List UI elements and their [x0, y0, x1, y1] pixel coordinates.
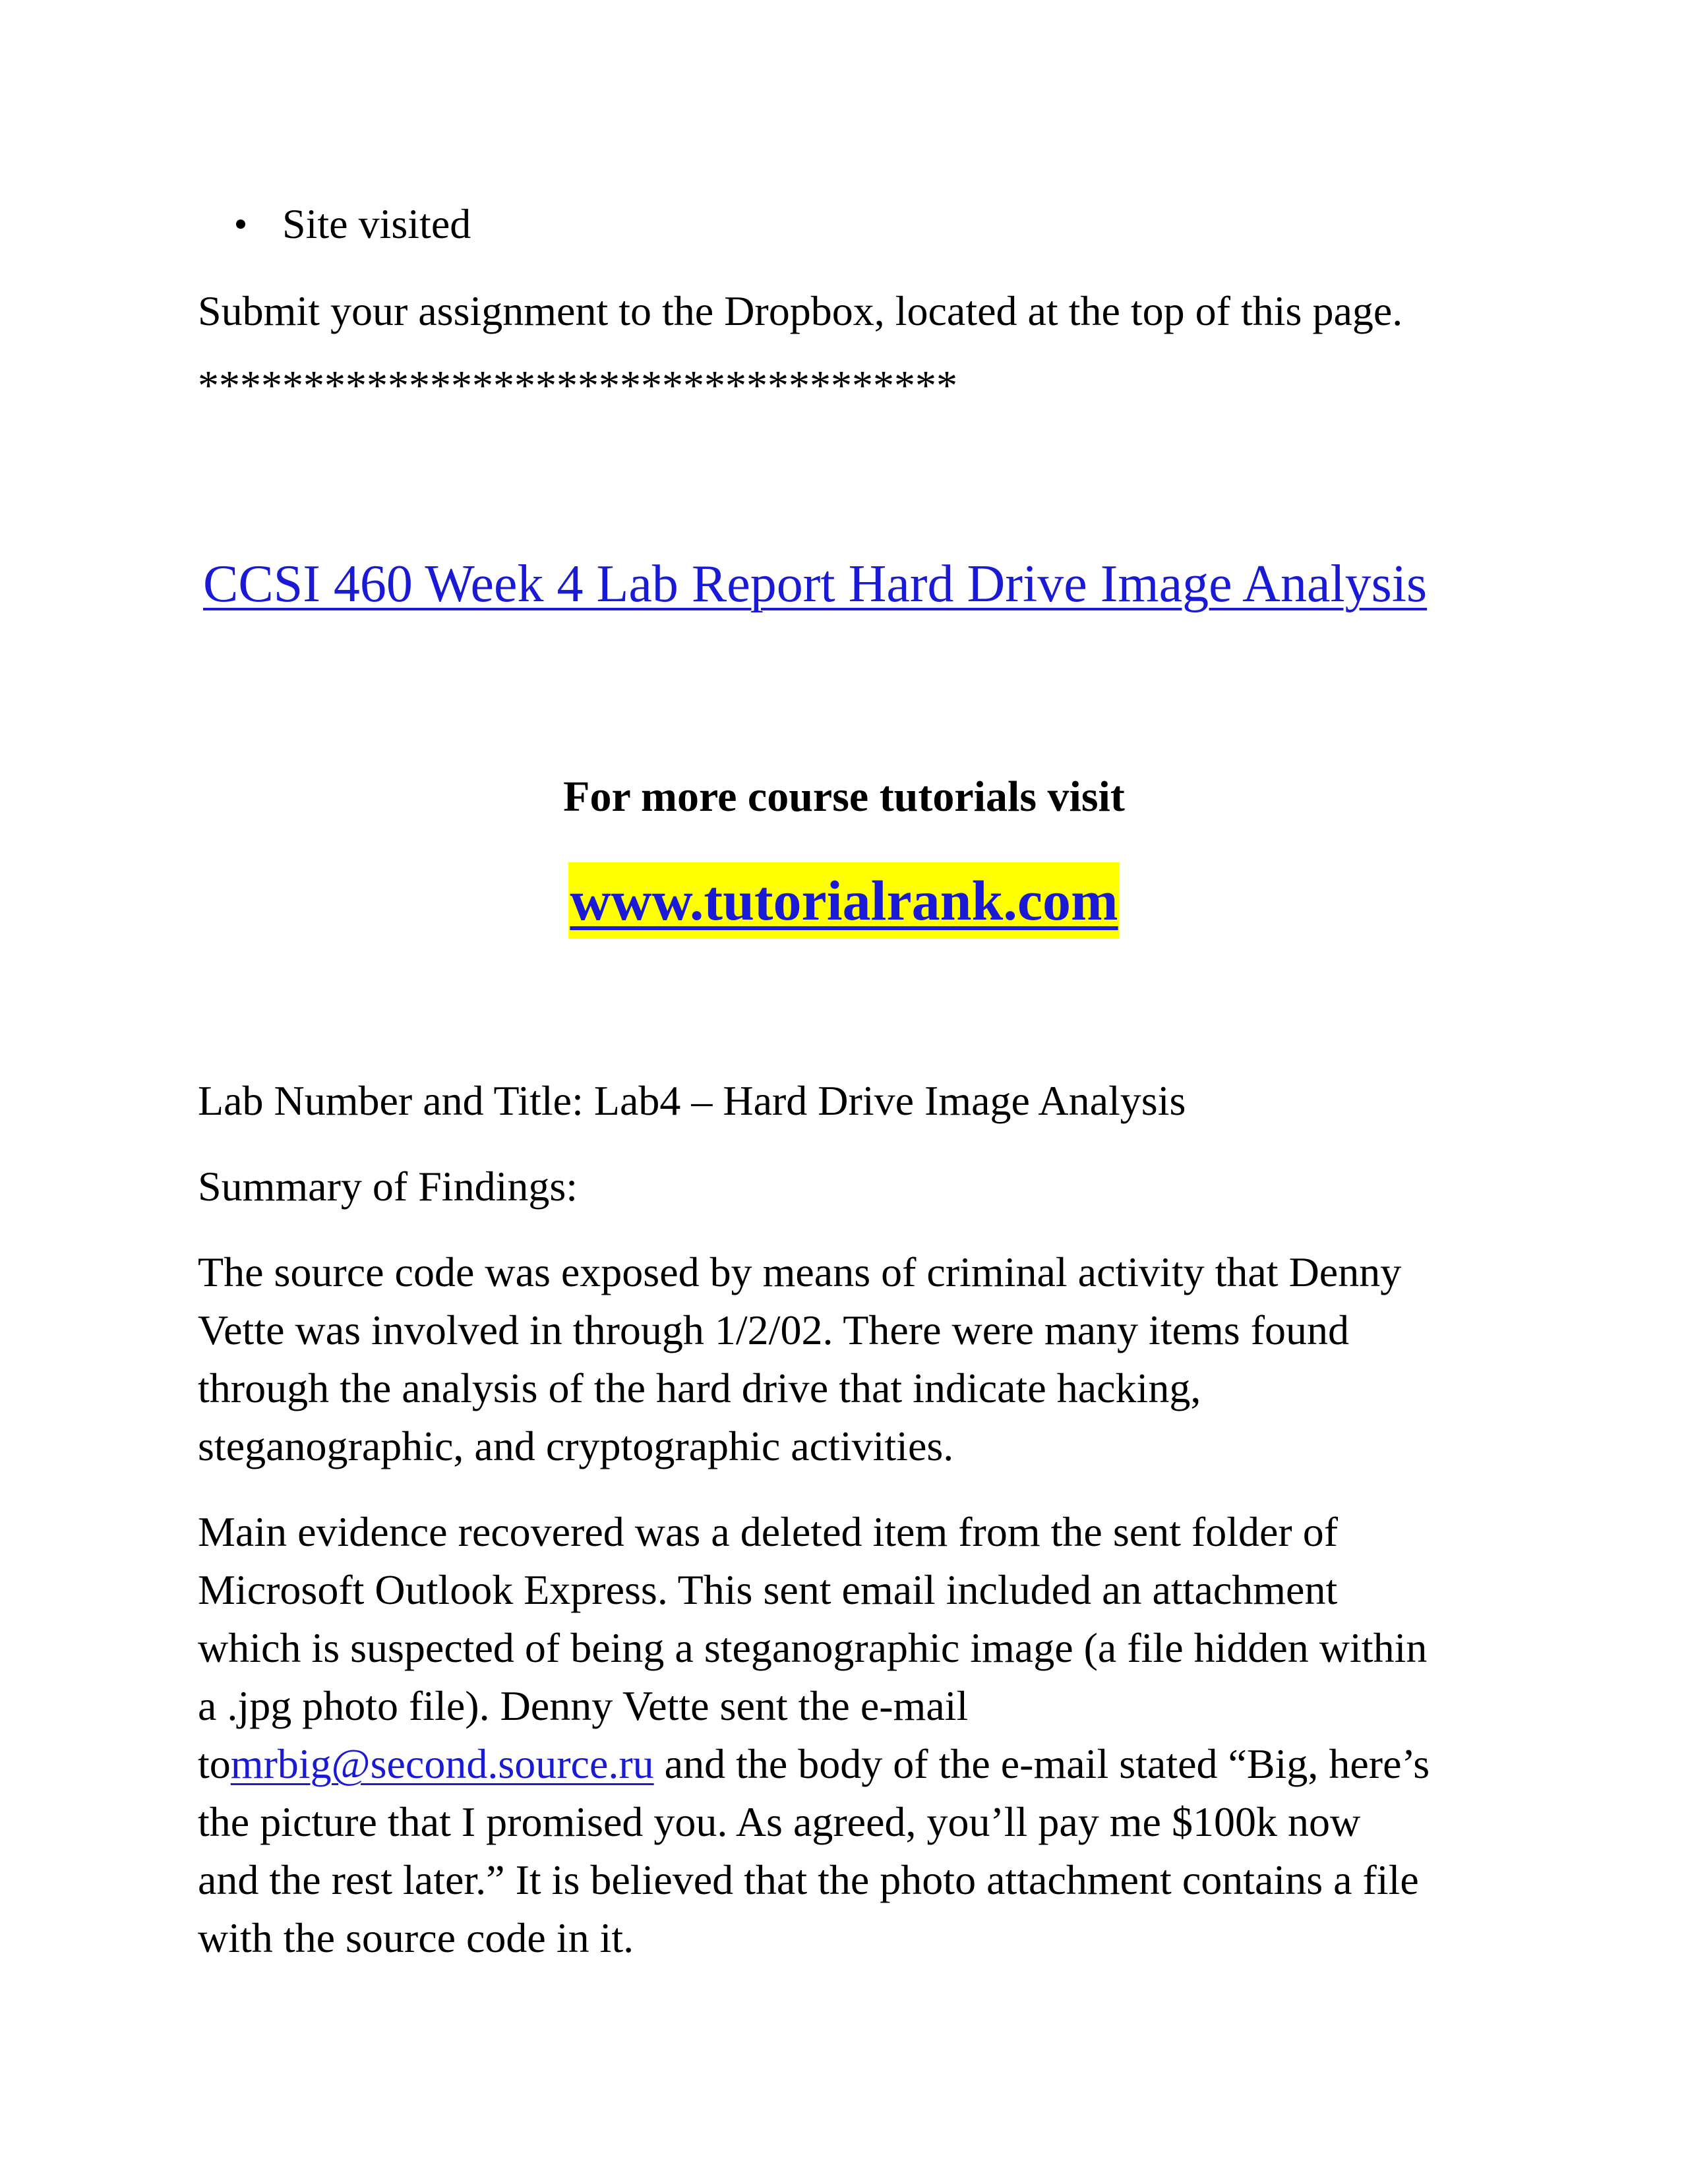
paragraph-line: with the source code in it.	[198, 1914, 634, 1961]
lab-number-title: Lab Number and Title: Lab4 – Hard Drive Image Analysis	[198, 1077, 1186, 1124]
email-link[interactable]: mrbig@second.source.ru	[230, 1740, 654, 1787]
paragraph-line: a .jpg photo file). Denny Vette sent the e-mail	[198, 1682, 969, 1729]
bullet-text: Site visited	[282, 200, 471, 247]
paragraph-line: and the rest later.” It is believed that the photo attachment contains a file	[198, 1856, 1419, 1903]
promo-heading: For more course tutorials visit	[563, 773, 1125, 821]
paragraph-line: Main evidence recovered was a deleted item from the sent folder of	[198, 1508, 1339, 1555]
findings-paragraph-2	[198, 1503, 1490, 1967]
paragraph-line: the picture that I promised you. As agreed, you’ll pay me $100k now	[198, 1798, 1361, 1845]
email-prefix: to	[198, 1740, 231, 1787]
bullet-item	[236, 195, 471, 253]
submit-instruction: Submit your assignment to the Dropbox, located at the top of this page.	[198, 287, 1403, 334]
paragraph-line: Vette was involved in through 1/2/02. There were many items found	[198, 1307, 1349, 1353]
paragraph-line: steganographic, and cryptographic activities.	[198, 1423, 954, 1469]
promo-website-link[interactable]: www.tutorialrank.com	[568, 862, 1119, 939]
paragraph-line: through the analysis of the hard drive that indicate hacking,	[198, 1365, 1201, 1411]
document-title-link[interactable]: CCSI 460 Week 4 Lab Report Hard Drive Image Analysis	[203, 555, 1428, 613]
promo-link-container	[0, 862, 1688, 939]
paragraph-line: Microsoft Outlook Express. This sent email included an attachment	[198, 1566, 1338, 1613]
paragraph-line-email	[198, 1735, 1490, 1793]
separator-line: ************************************	[198, 362, 957, 409]
paragraph-line: The source code was exposed by means of criminal activity that Denny	[198, 1249, 1402, 1295]
findings-paragraph-1	[198, 1243, 1490, 1475]
paragraph-line: which is suspected of being a steganographic image (a file hidden within	[198, 1624, 1428, 1671]
summary-heading: Summary of Findings:	[198, 1163, 578, 1210]
email-suffix: and the body of the e-mail stated “Big, here’s	[653, 1740, 1430, 1787]
bullet-icon	[236, 220, 245, 229]
